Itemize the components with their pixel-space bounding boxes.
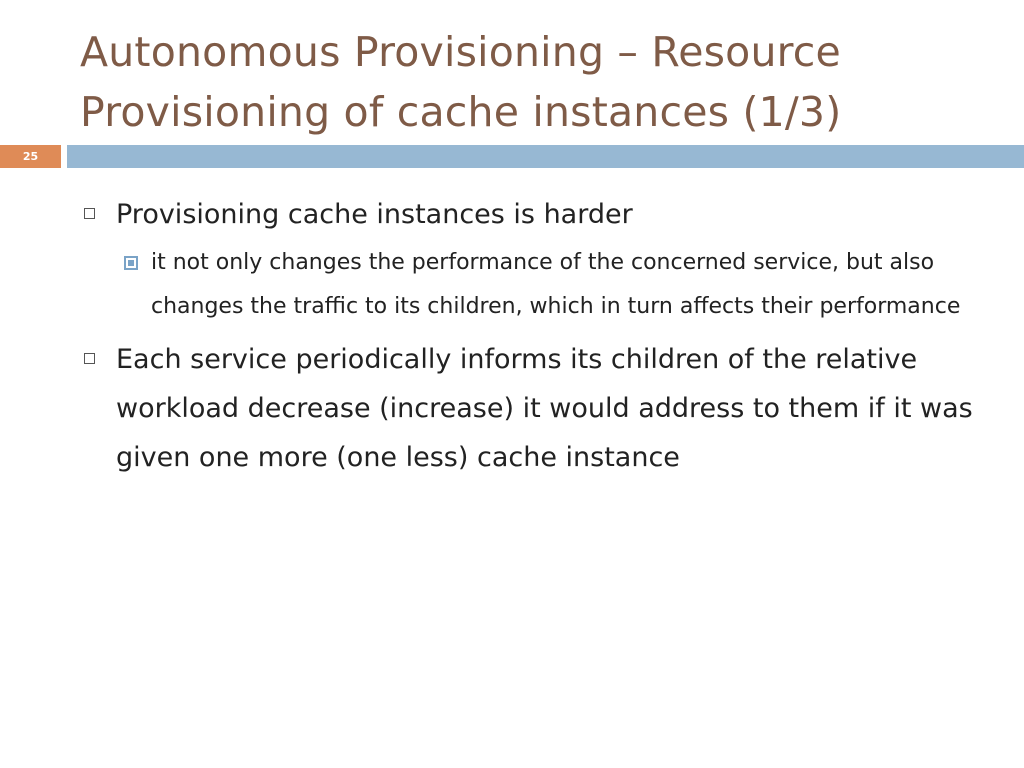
filled-square-bullet-icon [124, 256, 138, 270]
sub-bullet-item [82, 241, 982, 329]
hollow-square-bullet-icon [84, 208, 95, 219]
bullet-text: Each service periodically informs its children of the relative workload decrease (increase) it would address to them if it was given one more (one less) cache instance [116, 344, 973, 473]
slide-body [82, 190, 982, 486]
title-divider-bar [67, 145, 1024, 168]
bullet-item [82, 190, 982, 239]
bullet-item [82, 335, 982, 482]
sub-bullet-text: it not only changes the performance of the concerned service, but also changes the traffic to its children, which in turn affects their performance [151, 250, 961, 319]
slide-title-line-2: Provisioning of cache instances (1/3) [80, 88, 842, 136]
slide-number: 25 [0, 145, 61, 168]
bullet-text: Provisioning cache instances is harder [116, 199, 633, 230]
slide-title [80, 22, 980, 142]
slide-title-line-1: Autonomous Provisioning – Resource [80, 28, 841, 76]
hollow-square-bullet-icon [84, 353, 95, 364]
